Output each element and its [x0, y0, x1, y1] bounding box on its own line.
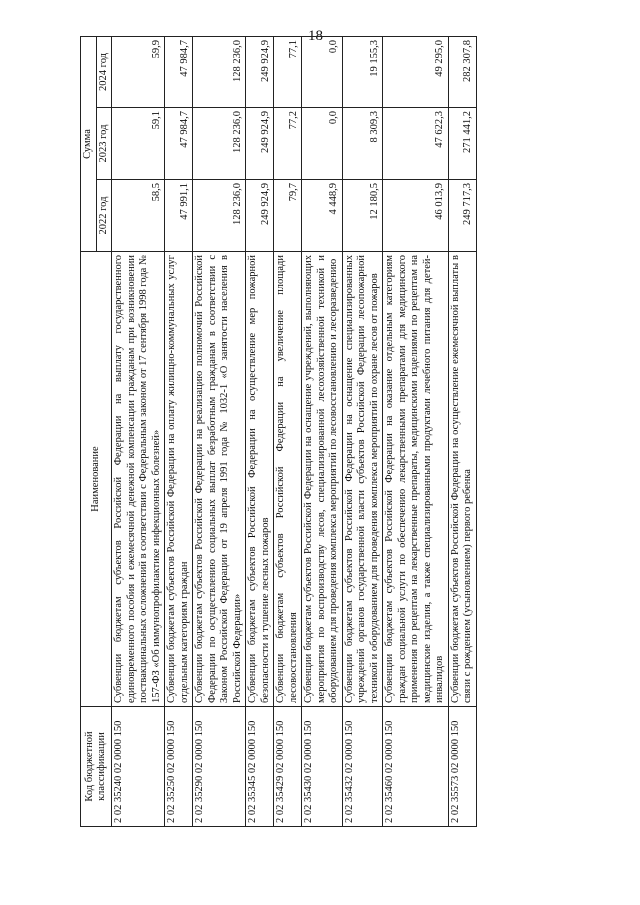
row-code: 2 02 35240 02 0000 150 — [112, 707, 165, 827]
row-code: 2 02 35460 02 0000 150 — [383, 707, 449, 827]
row-value-2022: 128 236,0 — [193, 180, 246, 252]
header-2022: 2022 год — [96, 180, 112, 252]
row-code: 2 02 35432 02 0000 150 — [342, 707, 383, 827]
row-code: 2 02 35430 02 0000 150 — [302, 707, 343, 827]
row-name: Субвенции бюджетам субъектов Российской Федерации на оснащение специализированных учреждений органов государственной власти субъектов Российской Федерации лесопожарной техникой и оборудованием для проведения комплекса мероприятий по охране лесов от пожаров — [342, 252, 383, 707]
row-name: Субвенции бюджетам субъектов Российской Федерации на выплату государственного единовременного пособия и ежемесячной денежной компенсации гражданам при возникновении поствакцинальных осложнений в соответствии с Федеральным законом от 17 сентября 1998 года № 157-ФЗ «Об иммунопрофилактике инфекционных болезней» — [112, 252, 165, 707]
row-value-2022: 79,7 — [274, 180, 302, 252]
row-code: 2 02 35290 02 0000 150 — [193, 707, 246, 827]
row-value-2024: 49 295,0 — [383, 36, 449, 107]
row-code: 2 02 35345 02 0000 150 — [246, 707, 274, 827]
row-value-2023: 249 924,9 — [246, 108, 274, 180]
header-sum: Сумма — [81, 36, 97, 251]
table-row — [165, 36, 193, 826]
page-number: 18 — [308, 28, 323, 44]
row-name: Субвенции бюджетам субъектов Российской Федерации на оказание отдельным категориям граждан социальной услуги по обеспечению лекарственными препаратами для медицинского применения по рецептам на лекарственные препараты, медицинскими изделиями по рецептам на медицинские изделия, а также специализированными продуктами лечебного питания для детей-инвалидов — [383, 252, 449, 707]
budget-table-rotated — [80, 37, 580, 827]
table-row — [302, 36, 343, 826]
row-value-2024: 249 924,9 — [246, 36, 274, 107]
table-row — [342, 36, 383, 826]
budget-table — [80, 36, 477, 827]
row-value-2023: 47 622,3 — [383, 108, 449, 180]
row-name: Субвенции бюджетам субъектов Российской Федерации на увеличение площади лесовосстановления — [274, 252, 302, 707]
row-value-2022: 4 448,9 — [302, 180, 343, 252]
row-value-2023: 59,1 — [112, 108, 165, 180]
row-value-2023: 8 309,3 — [342, 108, 383, 180]
row-value-2024: 128 236,0 — [193, 36, 246, 107]
row-name: Субвенции бюджетам субъектов Российской Федерации на реализацию полномочий Российской Федерации по осуществлению социальных выплат безработным гражданам в соответствии с Законом Российской Федерации от 19 апреля 1991 года № 1032-1 «О занятости населения в Российской Федерации» — [193, 252, 246, 707]
table-row — [448, 36, 476, 826]
row-value-2022: 58,5 — [112, 180, 165, 252]
row-value-2022: 249 717,3 — [448, 180, 476, 252]
row-value-2024: 0,0 — [302, 36, 343, 107]
table-row — [112, 36, 165, 826]
row-value-2023: 128 236,0 — [193, 108, 246, 180]
row-value-2024: 19 155,3 — [342, 36, 383, 107]
row-code: 2 02 35429 02 0000 150 — [274, 707, 302, 827]
row-value-2024: 59,9 — [112, 36, 165, 107]
row-value-2024: 77,1 — [274, 36, 302, 107]
row-name: Субвенции бюджетам субъектов Российской Федерации на осуществление мер пожарной безопасности и тушение лесных пожаров — [246, 252, 274, 707]
row-value-2022: 46 013,9 — [383, 180, 449, 252]
row-value-2022: 12 180,5 — [342, 180, 383, 252]
row-value-2024: 282 307,8 — [448, 36, 476, 107]
header-2024: 2024 год — [96, 36, 112, 107]
row-value-2023: 77,2 — [274, 108, 302, 180]
row-value-2023: 271 441,2 — [448, 108, 476, 180]
header-code: Код бюджетной классификации — [81, 707, 112, 827]
table-row — [383, 36, 449, 826]
row-name: Субвенции бюджетам субъектов Российской Федерации на осуществление ежемесячной выплаты в связи с рождением (усыновлением) первого ребенка — [448, 252, 476, 707]
row-code: 2 02 35573 02 0000 150 — [448, 707, 476, 827]
table-row — [274, 36, 302, 826]
row-code: 2 02 35250 02 0000 150 — [165, 707, 193, 827]
header-name: Наименование — [81, 252, 112, 707]
table-row — [193, 36, 246, 826]
header-2023: 2023 год — [96, 108, 112, 180]
row-value-2023: 47 984,7 — [165, 108, 193, 180]
table-row — [246, 36, 274, 826]
row-value-2024: 47 984,7 — [165, 36, 193, 107]
row-name: Субвенции бюджетам субъектов Российской Федерации на оснащение учреждений, выполняющих мероприятия по воспроизводству лесов, специализированной лесохозяйственной техникой и оборудованием для проведения комплекса мероприятий по лесовосстановлению и лесоразведению — [302, 252, 343, 707]
row-value-2023: 0,0 — [302, 108, 343, 180]
row-name: Субвенции бюджетам субъектов Российской Федерации на оплату жилищно-коммунальных услуг отдельным категориям граждан — [165, 252, 193, 707]
row-value-2022: 47 991,1 — [165, 180, 193, 252]
row-value-2022: 249 924,9 — [246, 180, 274, 252]
